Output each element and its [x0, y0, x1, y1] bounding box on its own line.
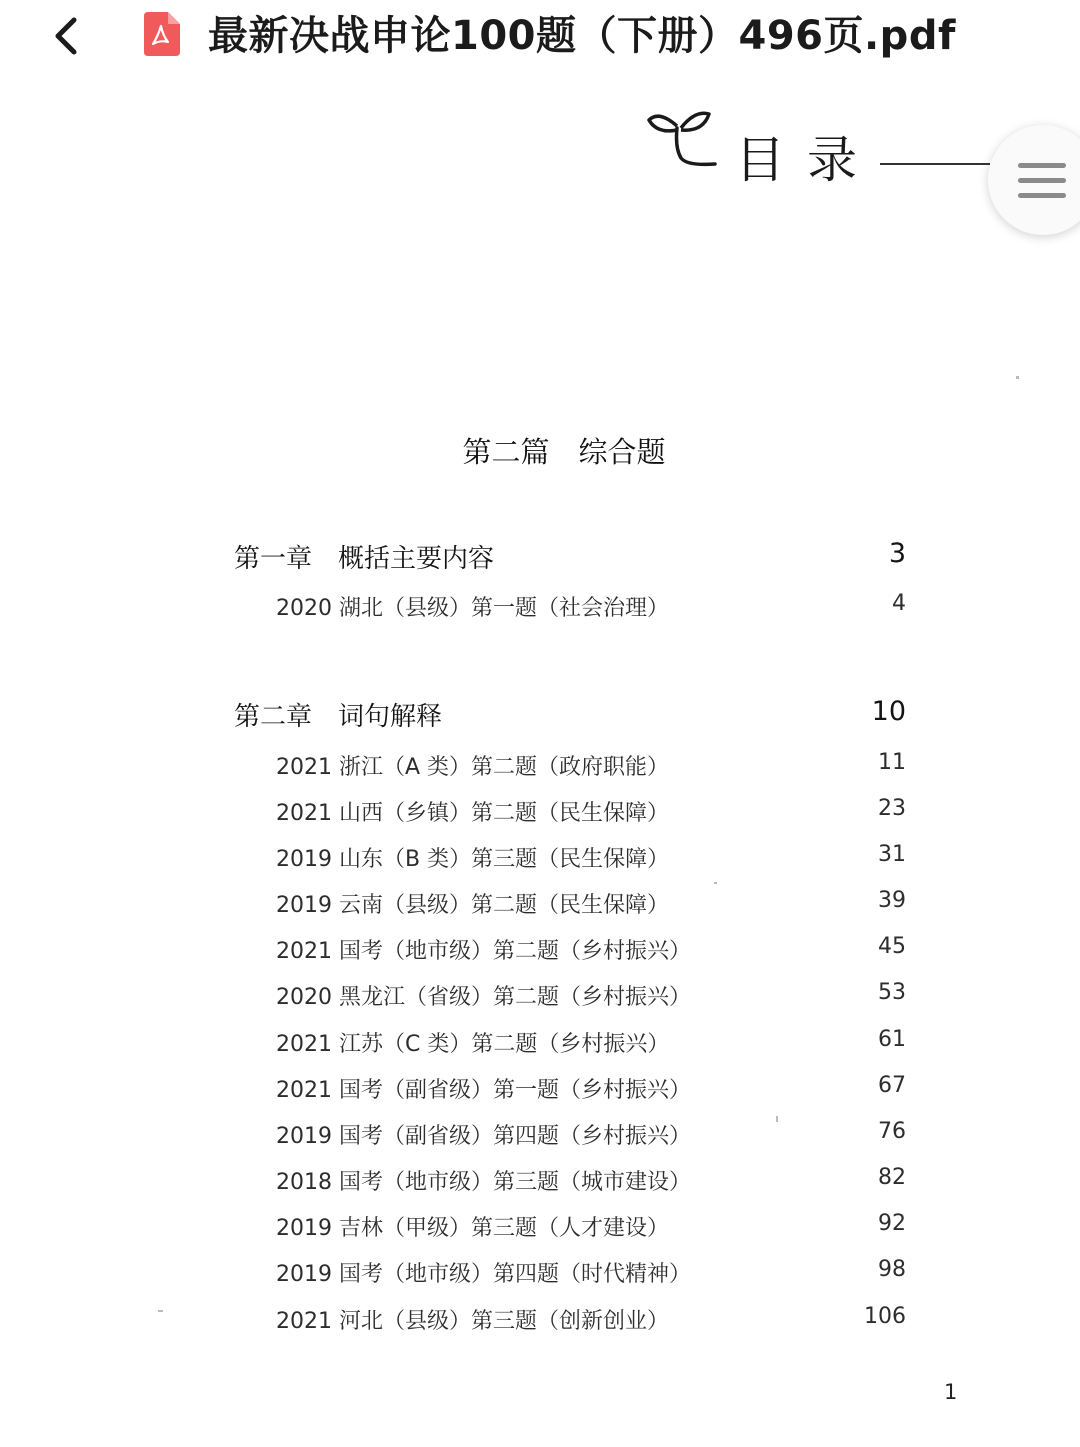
entry-title: 2019 山东（B 类）第三题（民生保障） — [276, 847, 670, 872]
page-number: 1 — [944, 1380, 958, 1404]
pdf-page[interactable] — [0, 80, 1080, 1447]
toc-title: 目录 — [735, 131, 879, 189]
scan-speck — [158, 1310, 163, 1312]
chevron-left-icon — [44, 12, 88, 60]
entry-title: 2021 山西（乡镇）第二题（民生保障） — [276, 801, 669, 826]
back-button[interactable] — [44, 12, 88, 60]
entry-title: 2019 云南（县级）第二题（民生保障） — [276, 893, 669, 918]
entry-page-number: 106 — [864, 1304, 906, 1329]
entry-title: 2021 浙江（A 类）第二题（政府职能） — [276, 755, 670, 780]
chapter-title: 第二章 词句解释 — [234, 702, 443, 732]
entry-page-number: 92 — [878, 1211, 906, 1236]
entry-page-number: 23 — [878, 796, 906, 821]
scan-speck — [714, 882, 717, 884]
entry-page-number: 11 — [878, 750, 906, 775]
entry-title: 2019 国考（副省级）第四题（乡村振兴） — [276, 1124, 691, 1149]
entry-page-number: 39 — [878, 888, 906, 913]
chapter-page-number: 10 — [871, 696, 906, 727]
entry-page-number: 61 — [878, 1027, 906, 1052]
entry-page-number: 67 — [878, 1073, 906, 1098]
entry-page-number: 31 — [878, 842, 906, 867]
top-bar — [0, 0, 1080, 80]
entry-page-number: 4 — [892, 591, 906, 616]
entry-title: 2020 黑龙江（省级）第二题（乡村振兴） — [276, 985, 691, 1010]
entry-title: 2019 吉林（甲级）第三题（人才建设） — [276, 1216, 669, 1241]
entry-page-number: 45 — [878, 934, 906, 959]
part-title: 第二篇 综合题 — [462, 435, 666, 469]
toc-heading — [645, 108, 1005, 198]
entry-title: 2021 河北（县级）第三题（创新创业） — [276, 1309, 669, 1334]
entry-page-number: 82 — [878, 1165, 906, 1190]
entry-page-number: 53 — [878, 980, 906, 1005]
title-divider — [880, 163, 990, 165]
chapter-page-number: 3 — [888, 538, 906, 569]
entry-page-number: 76 — [878, 1119, 906, 1144]
entry-title: 2019 国考（地市级）第四题（时代精神） — [276, 1262, 691, 1287]
entry-title: 2020 湖北（县级）第一题（社会治理） — [276, 596, 669, 621]
entry-title: 2021 国考（副省级）第一题（乡村振兴） — [276, 1078, 691, 1103]
scan-speck — [776, 1116, 778, 1122]
entry-page-number: 98 — [878, 1257, 906, 1282]
document-title: 最新决战申论100题（下册）496页.pdf — [208, 13, 956, 59]
menu-button[interactable] — [988, 125, 1080, 235]
sprout-icon — [645, 108, 725, 178]
chapter-title: 第一章 概括主要内容 — [234, 544, 495, 574]
entry-title: 2018 国考（地市级）第三题（城市建设） — [276, 1170, 691, 1195]
entry-title: 2021 江苏（C 类）第二题（乡村振兴） — [276, 1032, 670, 1057]
pdf-file-icon — [140, 12, 180, 56]
scan-speck — [1016, 376, 1019, 379]
entry-title: 2021 国考（地市级）第二题（乡村振兴） — [276, 939, 691, 964]
